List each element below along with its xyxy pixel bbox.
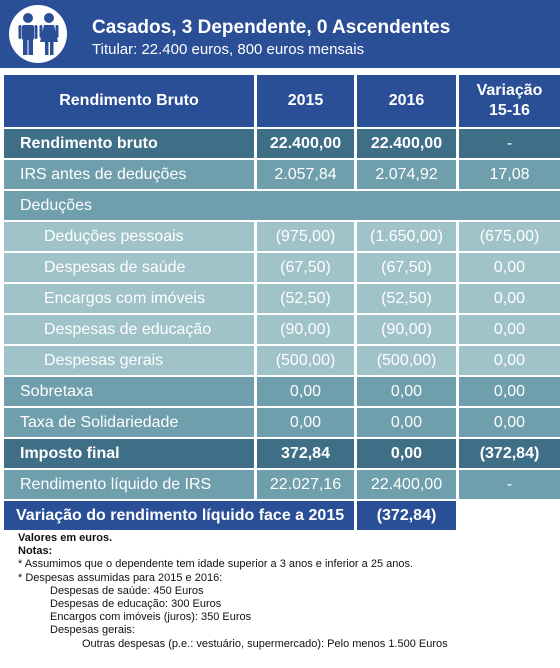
cell-2015: 372,84 (257, 439, 354, 468)
row-label: Rendimento bruto (4, 129, 254, 158)
column-header-2016: 2016 (357, 75, 456, 127)
cell-2016: 22.400,00 (357, 470, 456, 499)
cell-2015: 22.027,16 (257, 470, 354, 499)
table-row (0, 160, 560, 189)
row-label: Taxa de Solidariedade (4, 408, 254, 437)
row-label: Despesas gerais (4, 346, 254, 375)
cell-variation: (675,00) (459, 222, 560, 251)
cell-2015: 22.400,00 (257, 129, 354, 158)
table-row (0, 222, 560, 251)
cell-2015: (67,50) (257, 253, 354, 282)
table-row (0, 439, 560, 468)
cell-2016: 0,00 (357, 408, 456, 437)
row-label: IRS antes de deduções (4, 160, 254, 189)
row-label: Encargos com imóveis (4, 284, 254, 313)
row-label: Sobretaxa (4, 377, 254, 406)
column-header-2015: 2015 (257, 75, 354, 127)
table-footer-row (0, 501, 456, 530)
cell-2016: (67,50) (357, 253, 456, 282)
header-bar (0, 0, 560, 68)
notes-line: * Assumimos que o dependente tem idade superior a 3 anos e inferior a 25 anos. (18, 558, 414, 571)
notes-units: Valores em euros. (18, 532, 113, 544)
cell-2016: (1.650,00) (357, 222, 456, 251)
cell-2016: 22.400,00 (357, 129, 456, 158)
table-row (0, 129, 560, 158)
cell-2016: 2.074,92 (357, 160, 456, 189)
table-row (0, 408, 560, 437)
cell-2016: (90,00) (357, 315, 456, 344)
row-label: Despesas de saúde (4, 253, 254, 282)
cell-variation: 0,00 (459, 408, 560, 437)
cell-variation: 0,00 (459, 315, 560, 344)
cell-variation: - (459, 470, 560, 499)
cell-2015: 2.057,84 (257, 160, 354, 189)
table-row (0, 315, 560, 344)
section-label-deductions: Deduções (4, 191, 560, 220)
table-row (0, 253, 560, 282)
notes-line: Despesas de saúde: 450 Euros (50, 584, 204, 597)
cell-2015: 0,00 (257, 377, 354, 406)
table-header-row (0, 75, 560, 127)
table-row (0, 377, 560, 406)
footer-value: (372,84) (357, 501, 456, 530)
cell-variation: 0,00 (459, 346, 560, 375)
page-subtitle: Titular: 22.400 euros, 800 euros mensais (92, 41, 365, 58)
table-row (0, 191, 560, 220)
cell-2015: (975,00) (257, 222, 354, 251)
row-label: Deduções pessoais (4, 222, 254, 251)
notes-line: Despesas gerais: (50, 624, 135, 637)
notes-line: Encargos com imóveis (juros): 350 Euros (50, 611, 252, 624)
cell-2016: (500,00) (357, 346, 456, 375)
notes-line: * Despesas assumidas para 2015 e 2016: (18, 571, 223, 584)
table-row (0, 284, 560, 313)
cell-2015: (52,50) (257, 284, 354, 313)
notes-section (18, 532, 558, 651)
row-label: Despesas de educação (4, 315, 254, 344)
notes-line: Outras despesas (p.e.: vestuário, supermercado): Pelo menos 1.500 Euros (82, 637, 448, 650)
column-header-label: Rendimento Bruto (4, 75, 254, 127)
table-row (0, 346, 560, 375)
cell-variation: 0,00 (459, 284, 560, 313)
page-title: Casados, 3 Dependente, 0 Ascendentes (92, 17, 451, 38)
couple-icon (2, 3, 74, 65)
cell-2015: 0,00 (257, 408, 354, 437)
notes-line: Despesas de educação: 300 Euros (50, 598, 222, 611)
cell-2015: (500,00) (257, 346, 354, 375)
row-label: Imposto final (4, 439, 254, 468)
table-row (0, 470, 560, 499)
cell-variation: 0,00 (459, 377, 560, 406)
cell-variation: (372,84) (459, 439, 560, 468)
row-label: Rendimento líquido de IRS (4, 470, 254, 499)
cell-variation: 0,00 (459, 253, 560, 282)
cell-2016: 0,00 (357, 439, 456, 468)
cell-2015: (90,00) (257, 315, 354, 344)
notes-heading: Notas: (18, 545, 53, 558)
cell-2016: 0,00 (357, 377, 456, 406)
cell-variation: - (459, 129, 560, 158)
column-header-variation: Variação 15-16 (459, 75, 560, 127)
cell-2016: (52,50) (357, 284, 456, 313)
cell-variation: 17,08 (459, 160, 560, 189)
footer-label: Variação do rendimento líquido face a 2015 (4, 501, 354, 530)
